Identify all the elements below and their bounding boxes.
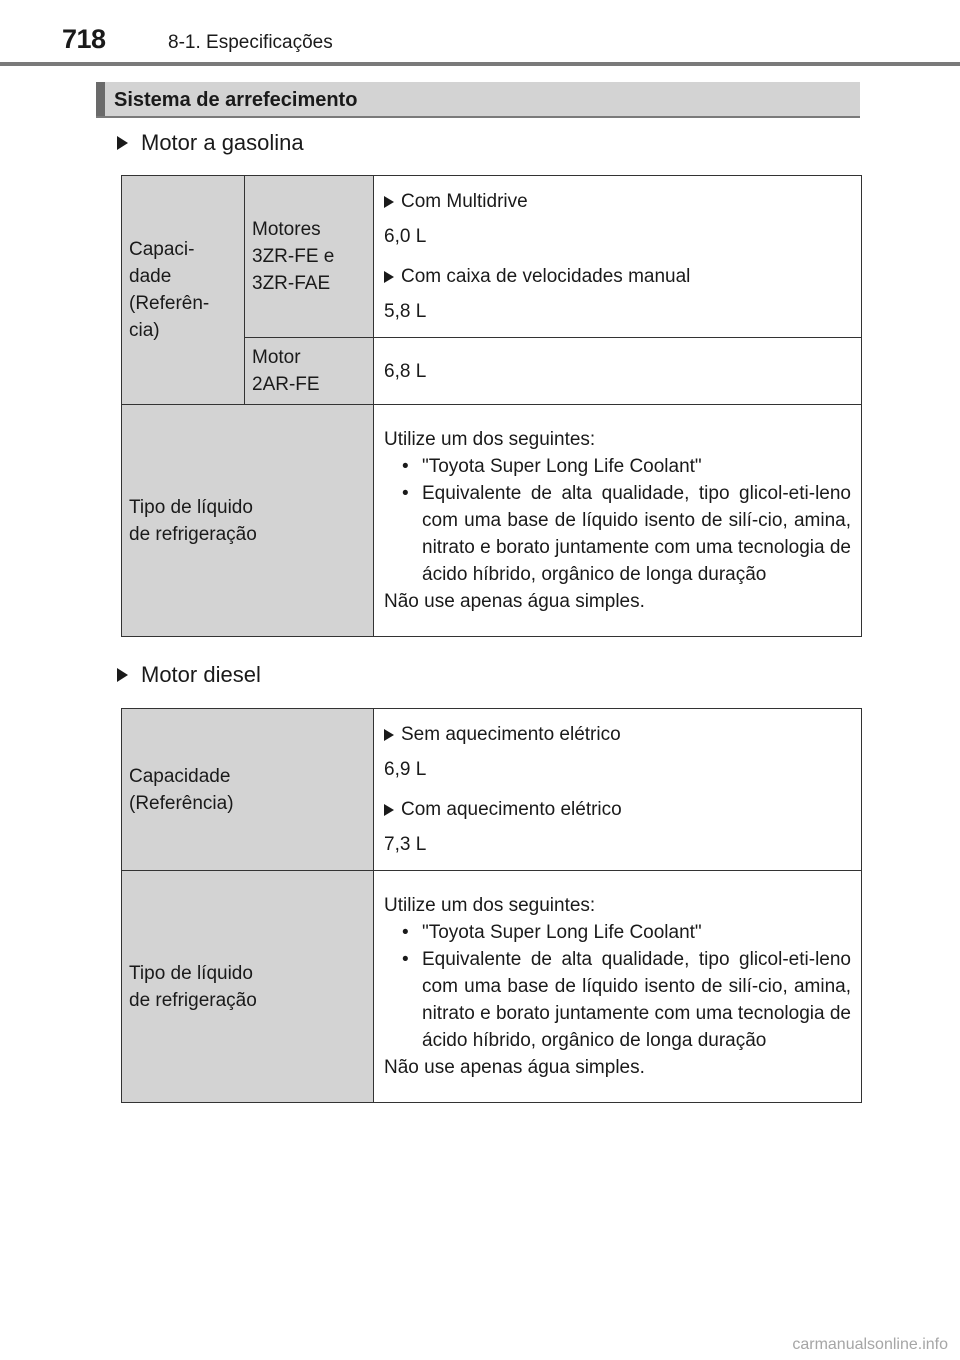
triangle-bullet-icon: [117, 668, 128, 682]
coolant-value-cell: [374, 405, 862, 637]
page-number: 718: [62, 24, 106, 54]
engine-group-2-label: Motor 2AR-FE: [252, 347, 320, 395]
watermark: carmanualsonline.info: [792, 1336, 948, 1353]
coolant-list: [384, 919, 851, 1054]
section-title: Sistema de arrefecimento: [114, 89, 358, 111]
option-name: Sem aquecimento elétrico: [401, 724, 621, 745]
diesel-heading: [117, 662, 261, 688]
spacer: [384, 250, 851, 263]
option-name: Com caixa de velocidades manual: [401, 266, 691, 287]
coolant-list: [384, 453, 851, 588]
spacer: [384, 783, 851, 796]
gasoline-heading-text: Motor a gasolina: [141, 130, 304, 155]
breadcrumb: 8-1. Especificações: [168, 32, 333, 53]
capacity-label-cell: [122, 176, 245, 405]
coolant-label-cell: [122, 405, 374, 637]
option-value: 7,3 L: [384, 834, 427, 855]
coolant-value-cell: [374, 871, 862, 1103]
engine-group-2-value: [374, 338, 862, 405]
gasoline-heading: [117, 130, 304, 156]
option-name: Com aquecimento elétrico: [401, 799, 622, 820]
triangle-bullet-icon: [384, 196, 394, 208]
engine-group-2-cell: [245, 338, 374, 405]
list-item: • Equivalente de alta qualidade, tipo glicol-eti-leno com uma base de líquido isento de silí-cio, amina, nitrato e borato juntamente com uma tecnologia de ácido híbrido, orgânico de longa duração: [402, 946, 851, 1054]
coolant-note: Não use apenas água simples.: [384, 591, 645, 612]
table-row: [122, 871, 862, 1103]
option-value: 6,9 L: [384, 759, 427, 780]
coolant-intro: Utilize um dos seguintes:: [384, 895, 596, 916]
section-header: [96, 82, 860, 118]
diesel-table: [121, 708, 862, 1103]
coolant-intro: Utilize um dos seguintes:: [384, 429, 596, 450]
option-value: 6,0 L: [384, 226, 427, 247]
option-item: [384, 796, 851, 823]
triangle-bullet-icon: [384, 729, 394, 741]
list-item: • "Toyota Super Long Life Coolant": [402, 453, 851, 480]
coolant-label: Tipo de líquido de refrigeração: [129, 496, 257, 545]
capacity-label: Capacidade (Referência): [129, 765, 234, 814]
triangle-bullet-icon: [384, 271, 394, 283]
option-name: Com Multidrive: [401, 191, 528, 212]
coolant-note: Não use apenas água simples.: [384, 1057, 645, 1078]
triangle-bullet-icon: [384, 804, 394, 816]
capacity-label: Capaci- dade (Referên- cia): [129, 239, 210, 341]
list-item: • "Toyota Super Long Life Coolant": [402, 919, 851, 946]
engine-group-1-cell: [245, 176, 374, 338]
table-row: [122, 405, 862, 637]
option-item: [384, 721, 851, 748]
section-header-bar: [96, 82, 105, 116]
option-item: [384, 188, 851, 215]
triangle-bullet-icon: [117, 136, 128, 150]
option-value: 6,8 L: [384, 360, 427, 382]
diesel-heading-text: Motor diesel: [141, 662, 261, 687]
coolant-label-cell: [122, 871, 374, 1103]
table-row: [122, 709, 862, 871]
capacity-values: [374, 709, 862, 871]
option-value: 5,8 L: [384, 301, 427, 322]
engine-group-1-label: Motores 3ZR-FE e 3ZR-FAE: [252, 219, 335, 294]
table-row: [122, 176, 862, 338]
header-rule: [0, 62, 960, 66]
coolant-label: Tipo de líquido de refrigeração: [129, 962, 257, 1011]
option-item: [384, 263, 851, 290]
capacity-label-cell: [122, 709, 374, 871]
engine-group-1-values: [374, 176, 862, 338]
list-item: • Equivalente de alta qualidade, tipo glicol-eti-leno com uma base de líquido isento de silí-cio, amina, nitrato e borato juntamente com uma tecnologia de ácido híbrido, orgânico de longa duração: [402, 480, 851, 588]
gasoline-table: [121, 175, 862, 637]
